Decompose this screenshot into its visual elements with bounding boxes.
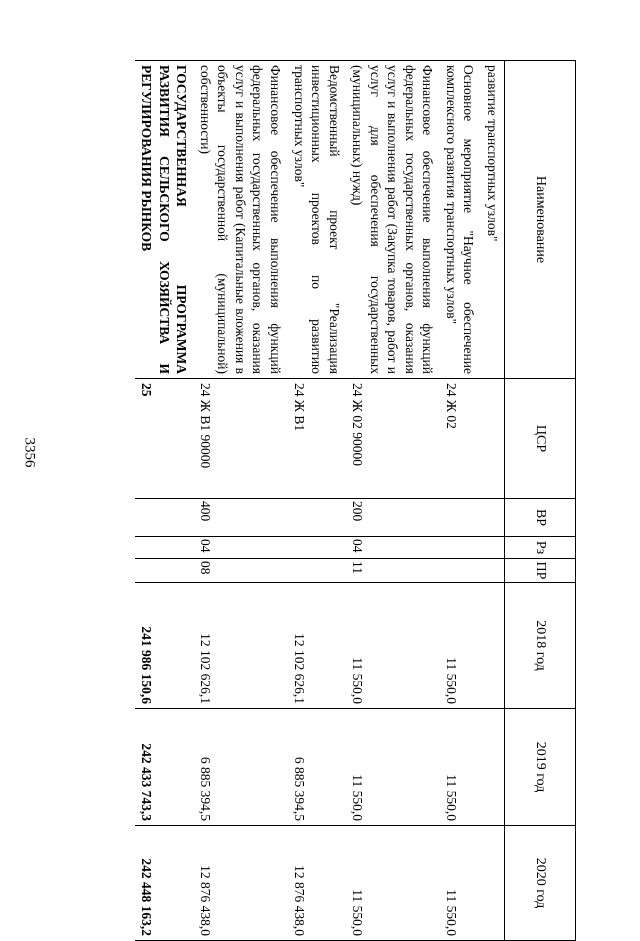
row-vr: [135, 499, 194, 537]
table-viewport: [46, 60, 576, 936]
table-row: [287, 61, 346, 941]
table-row-total: [135, 61, 194, 941]
row-csr: [480, 379, 504, 499]
page-number-container: [14, 437, 44, 467]
row-2020: [480, 826, 504, 941]
budget-table: [135, 60, 576, 941]
row-csr: 25: [135, 379, 194, 499]
header-2020: 2020 год: [505, 826, 576, 941]
header-2018: 2018 год: [505, 583, 576, 709]
header-pr: ПР: [505, 559, 576, 583]
row-name: ГОСУДАРСТВЕННАЯ ПРОГРАММА РАЗВИТИЯ СЕЛЬСКОГО ХОЗЯЙСТВА И РЕГУЛИРОВАНИЯ РЫНКОВ: [135, 61, 194, 379]
row-2020: 11 550,0: [439, 826, 480, 941]
row-2019: [480, 709, 504, 826]
row-rz: [439, 537, 480, 559]
row-2019: 6 885 394,5: [287, 709, 346, 826]
row-2018: 12 102 626,1: [287, 583, 346, 709]
table-header-row: [505, 61, 576, 941]
row-2019: 11 550,0: [439, 709, 480, 826]
row-name: Основное мероприятие "Научное обеспечение комплексного развития транспортных узлов": [439, 61, 480, 379]
row-pr: 08: [193, 559, 287, 583]
table-row: [193, 61, 287, 941]
row-name: Финансовое обеспечение выполнения функций федеральных государственных органов, оказания услуг и выполнения работ (Закупка товаров, работ и услуг для обеспечения государственных (муниципальных) нужд): [346, 61, 440, 379]
rotated-table-container: [46, 60, 576, 936]
row-rz: [287, 537, 346, 559]
row-vr: [480, 499, 504, 537]
row-2018: [480, 583, 504, 709]
row-2020: 242 448 163,2: [135, 826, 194, 941]
row-2018: 241 986 150,6: [135, 583, 194, 709]
row-csr: 24 Ж В1: [287, 379, 346, 499]
row-2018: 11 550,0: [346, 583, 440, 709]
row-vr: 400: [193, 499, 287, 537]
row-2020: 11 550,0: [346, 826, 440, 941]
row-name: Ведомственный проект "Реализация инвестиционных проектов по развитию транспортных узлов": [287, 61, 346, 379]
header-name: Наименование: [505, 61, 576, 379]
row-2020: 12 876 438,0: [193, 826, 287, 941]
table-row: [346, 61, 440, 941]
row-rz: [480, 537, 504, 559]
row-name: развитие транспортных узлов": [480, 61, 504, 379]
header-csr: ЦСР: [505, 379, 576, 499]
row-rz: 04: [193, 537, 287, 559]
row-pr: [135, 559, 194, 583]
header-vr: ВР: [505, 499, 576, 537]
row-vr: 200: [346, 499, 440, 537]
row-rz: [135, 537, 194, 559]
row-pr: [439, 559, 480, 583]
row-2018: 12 102 626,1: [193, 583, 287, 709]
table-row: [480, 61, 504, 941]
row-vr: [439, 499, 480, 537]
row-csr: 24 Ж В1 90000: [193, 379, 287, 499]
table-row: [439, 61, 480, 941]
row-2018: 11 550,0: [439, 583, 480, 709]
header-rz: Рз: [505, 537, 576, 559]
row-2019: 11 550,0: [346, 709, 440, 826]
row-csr: 24 Ж 02: [439, 379, 480, 499]
row-2019: 242 433 743,3: [135, 709, 194, 826]
row-pr: 11: [346, 559, 440, 583]
row-2019: 6 885 394,5: [193, 709, 287, 826]
row-2020: 12 876 438,0: [287, 826, 346, 941]
page-number: 3356: [21, 437, 38, 467]
row-name: Финансовое обеспечение выполнения функций федеральных государственных органов, оказания услуг и выполнения работ (Капитальные вложения в объекты государственной (муниципальной) собственности): [193, 61, 287, 379]
row-csr: 24 Ж 02 90000: [346, 379, 440, 499]
row-rz: 04: [346, 537, 440, 559]
header-2019: 2019 год: [505, 709, 576, 826]
row-pr: [287, 559, 346, 583]
row-pr: [480, 559, 504, 583]
row-vr: [287, 499, 346, 537]
